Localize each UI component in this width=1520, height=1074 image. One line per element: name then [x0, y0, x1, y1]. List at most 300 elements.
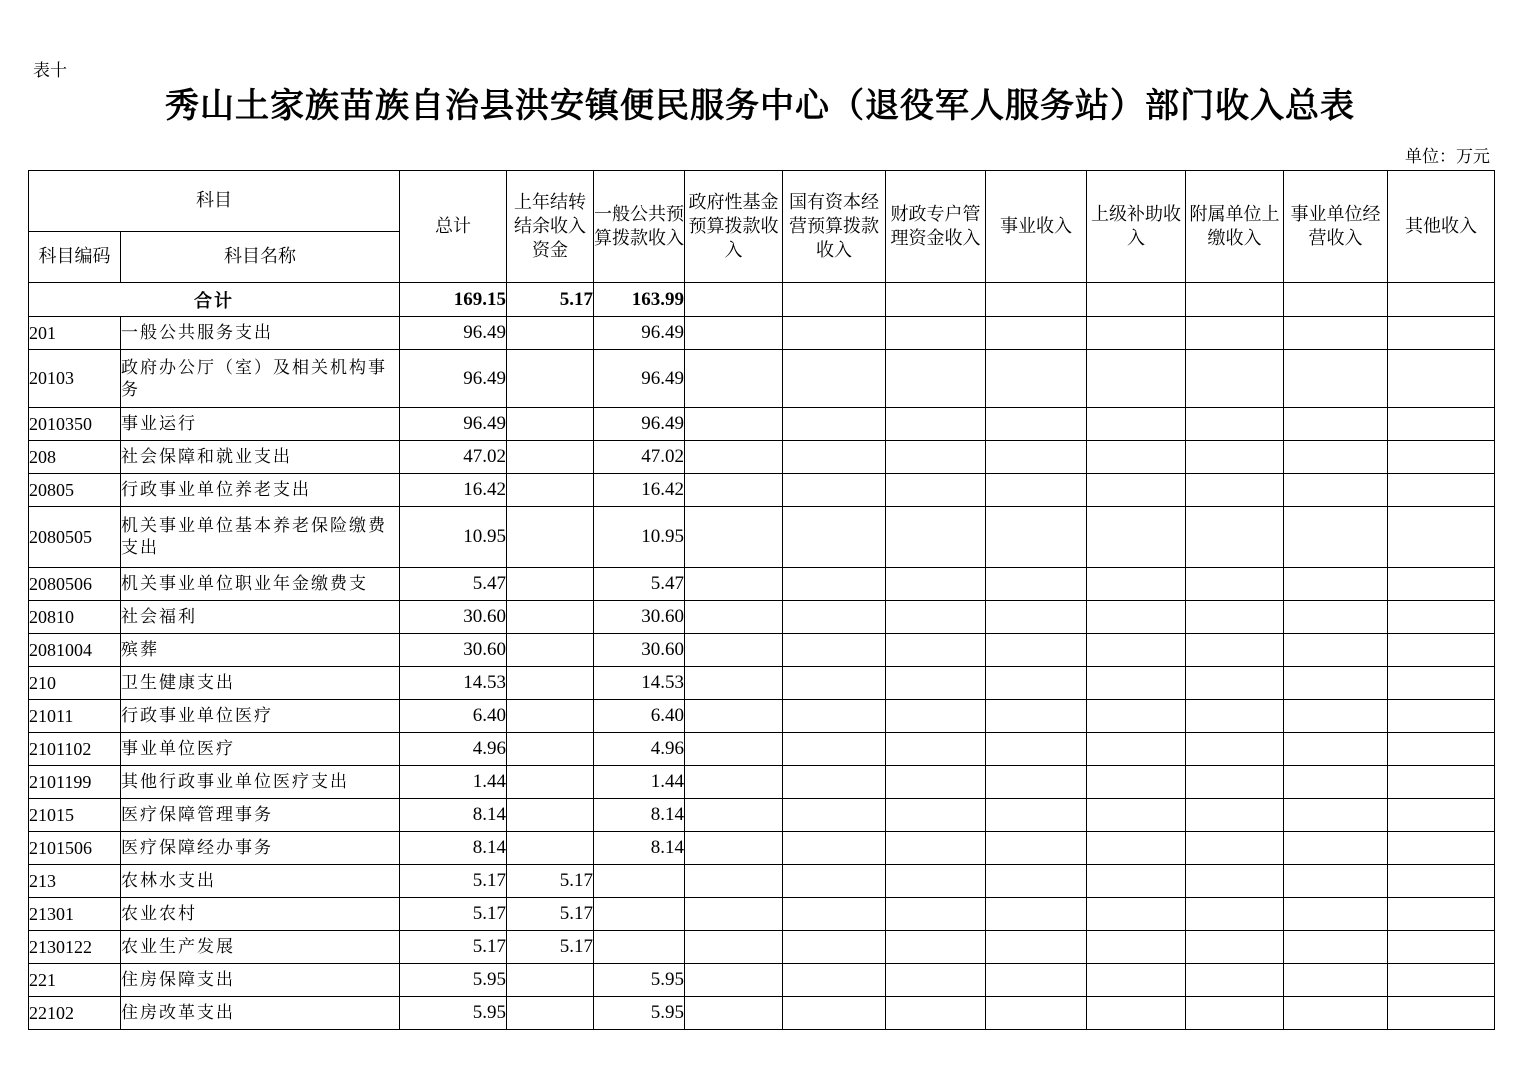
empty-cell — [1186, 700, 1284, 733]
table-row — [29, 898, 1495, 931]
row-code: 2080505 — [29, 507, 121, 568]
empty-cell — [1284, 700, 1388, 733]
table-row — [29, 568, 1495, 601]
empty-cell — [1087, 931, 1186, 964]
row-name: 一般公共服务支出 — [121, 317, 400, 350]
empty-cell — [783, 317, 886, 350]
empty-cell — [685, 667, 783, 700]
row-total: 4.96 — [400, 733, 507, 766]
row-total: 30.60 — [400, 634, 507, 667]
table-row — [29, 350, 1495, 408]
row-name: 机关事业单位职业年金缴费支 — [121, 568, 400, 601]
table-row — [29, 964, 1495, 997]
table-row — [29, 634, 1495, 667]
empty-cell — [783, 474, 886, 507]
header-gov-fund: 政府性基金预算拨款收入 — [685, 171, 783, 283]
empty-cell — [1284, 317, 1388, 350]
empty-cell — [1388, 317, 1495, 350]
empty-cell — [1284, 474, 1388, 507]
empty-cell — [986, 474, 1087, 507]
page-title: 秀山土家族苗族自治县洪安镇便民服务中心（退役军人服务站）部门收入总表 — [165, 86, 1355, 126]
empty-cell — [1087, 766, 1186, 799]
total-label: 合计 — [29, 283, 400, 317]
row-code: 21011 — [29, 700, 121, 733]
table-row — [29, 766, 1495, 799]
empty-cell — [886, 766, 986, 799]
empty-cell — [1186, 964, 1284, 997]
empty-cell — [685, 997, 783, 1030]
row-carryover — [507, 317, 594, 350]
row-code: 22102 — [29, 997, 121, 1030]
empty-cell — [1388, 931, 1495, 964]
empty-cell — [1087, 568, 1186, 601]
empty-cell — [986, 441, 1087, 474]
empty-cell — [1186, 350, 1284, 408]
empty-cell — [685, 931, 783, 964]
unit-label: 单位：万元 — [1405, 147, 1490, 167]
row-code: 210 — [29, 667, 121, 700]
empty-cell — [783, 441, 886, 474]
empty-cell — [685, 700, 783, 733]
empty-cell — [1087, 832, 1186, 865]
empty-cell — [1388, 865, 1495, 898]
row-total: 96.49 — [400, 350, 507, 408]
empty-cell — [1087, 474, 1186, 507]
row-general-budget: 4.96 — [594, 733, 685, 766]
empty-cell — [1388, 997, 1495, 1030]
empty-cell — [886, 350, 986, 408]
row-carryover — [507, 700, 594, 733]
header-name: 科目名称 — [121, 232, 400, 283]
table-row — [29, 931, 1495, 964]
row-code: 20805 — [29, 474, 121, 507]
row-code: 2101506 — [29, 832, 121, 865]
empty-cell — [1186, 931, 1284, 964]
row-code: 2130122 — [29, 931, 121, 964]
row-general-budget — [594, 931, 685, 964]
row-total: 1.44 — [400, 766, 507, 799]
empty-cell — [783, 350, 886, 408]
empty-cell — [1284, 568, 1388, 601]
row-code: 2081004 — [29, 634, 121, 667]
row-carryover — [507, 997, 594, 1030]
empty-cell — [1186, 408, 1284, 441]
row-total: 6.40 — [400, 700, 507, 733]
empty-cell — [1388, 832, 1495, 865]
empty-cell — [1284, 634, 1388, 667]
empty-cell — [1087, 507, 1186, 568]
row-carryover — [507, 350, 594, 408]
row-name: 其他行政事业单位医疗支出 — [121, 766, 400, 799]
row-total: 5.17 — [400, 898, 507, 931]
row-name: 农业农村 — [121, 898, 400, 931]
row-carryover — [507, 474, 594, 507]
row-name: 行政事业单位养老支出 — [121, 474, 400, 507]
empty-cell — [1186, 441, 1284, 474]
empty-cell — [1186, 667, 1284, 700]
table-row — [29, 700, 1495, 733]
empty-cell — [685, 733, 783, 766]
row-general-budget: 96.49 — [594, 408, 685, 441]
table-row — [29, 832, 1495, 865]
empty-cell — [685, 898, 783, 931]
empty-cell — [1388, 507, 1495, 568]
empty-cell — [783, 799, 886, 832]
empty-cell — [783, 568, 886, 601]
empty-cell — [1087, 700, 1186, 733]
row-carryover — [507, 568, 594, 601]
empty-cell — [986, 601, 1087, 634]
row-general-budget: 16.42 — [594, 474, 685, 507]
empty-cell — [886, 507, 986, 568]
empty-cell — [685, 634, 783, 667]
table-row — [29, 799, 1495, 832]
total-c2: 5.17 — [507, 283, 594, 317]
table-row — [29, 733, 1495, 766]
empty-cell — [1087, 733, 1186, 766]
row-name: 卫生健康支出 — [121, 667, 400, 700]
empty-cell — [1388, 667, 1495, 700]
empty-cell — [685, 799, 783, 832]
empty-cell — [886, 931, 986, 964]
empty-cell — [986, 350, 1087, 408]
empty-cell — [1087, 964, 1186, 997]
empty-cell — [986, 568, 1087, 601]
empty-cell — [1087, 601, 1186, 634]
row-general-budget: 6.40 — [594, 700, 685, 733]
row-total: 30.60 — [400, 601, 507, 634]
row-name: 事业单位医疗 — [121, 733, 400, 766]
empty-cell — [685, 317, 783, 350]
empty-cell — [886, 964, 986, 997]
empty-cell — [1284, 931, 1388, 964]
row-name: 住房改革支出 — [121, 997, 400, 1030]
empty-cell — [685, 766, 783, 799]
empty-cell — [1087, 350, 1186, 408]
row-name: 行政事业单位医疗 — [121, 700, 400, 733]
empty-cell — [1284, 898, 1388, 931]
row-total: 47.02 — [400, 441, 507, 474]
empty-cell — [685, 865, 783, 898]
row-general-budget: 5.95 — [594, 997, 685, 1030]
empty-cell — [1284, 601, 1388, 634]
header-code: 科目编码 — [29, 232, 121, 283]
row-code: 213 — [29, 865, 121, 898]
empty-cell — [1388, 733, 1495, 766]
row-name: 医疗保障经办事务 — [121, 832, 400, 865]
header-state-capital: 国有资本经营预算拨款收入 — [783, 171, 886, 283]
empty-cell — [1284, 865, 1388, 898]
empty-cell — [986, 733, 1087, 766]
empty-cell — [886, 441, 986, 474]
empty-cell — [685, 350, 783, 408]
empty-cell — [1087, 317, 1186, 350]
row-total: 96.49 — [400, 408, 507, 441]
empty-cell — [886, 634, 986, 667]
row-name: 医疗保障管理事务 — [121, 799, 400, 832]
header-operating-income: 事业单位经营收入 — [1284, 171, 1388, 283]
empty-cell — [783, 733, 886, 766]
empty-cell — [986, 799, 1087, 832]
empty-cell — [1388, 474, 1495, 507]
empty-cell — [1284, 350, 1388, 408]
empty-cell — [783, 700, 886, 733]
row-name: 社会保障和就业支出 — [121, 441, 400, 474]
row-general-budget: 8.14 — [594, 799, 685, 832]
header-other-income: 其他收入 — [1388, 171, 1495, 283]
row-total: 96.49 — [400, 317, 507, 350]
empty-cell — [783, 898, 886, 931]
row-carryover — [507, 441, 594, 474]
row-name: 农业生产发展 — [121, 931, 400, 964]
empty-cell — [783, 931, 886, 964]
header-total: 总计 — [400, 171, 507, 283]
row-carryover: 5.17 — [507, 865, 594, 898]
empty-cell — [1186, 997, 1284, 1030]
empty-cell — [1284, 832, 1388, 865]
empty-cell — [1087, 799, 1186, 832]
row-code: 21015 — [29, 799, 121, 832]
empty-cell — [1186, 601, 1284, 634]
table-row — [29, 507, 1495, 568]
empty-cell — [685, 507, 783, 568]
row-name: 农林水支出 — [121, 865, 400, 898]
empty-cell — [886, 700, 986, 733]
empty-cell — [986, 317, 1087, 350]
empty-cell — [1186, 898, 1284, 931]
empty-cell — [1087, 997, 1186, 1030]
empty-cell — [1388, 766, 1495, 799]
row-carryover — [507, 634, 594, 667]
row-code: 2101102 — [29, 733, 121, 766]
empty-cell — [783, 601, 886, 634]
empty-cell — [986, 832, 1087, 865]
row-general-budget: 96.49 — [594, 350, 685, 408]
empty-cell — [1186, 832, 1284, 865]
row-code: 2080506 — [29, 568, 121, 601]
row-general-budget: 96.49 — [594, 317, 685, 350]
row-name: 政府办公厅（室）及相关机构事务 — [121, 350, 400, 408]
row-general-budget: 1.44 — [594, 766, 685, 799]
row-carryover — [507, 667, 594, 700]
row-carryover — [507, 733, 594, 766]
empty-cell — [1388, 799, 1495, 832]
empty-cell — [1388, 700, 1495, 733]
empty-cell — [1186, 865, 1284, 898]
empty-cell — [1186, 634, 1284, 667]
empty-cell — [1284, 766, 1388, 799]
empty-cell — [986, 766, 1087, 799]
row-code: 21301 — [29, 898, 121, 931]
empty-cell — [783, 964, 886, 997]
empty-cell — [1087, 898, 1186, 931]
empty-cell — [986, 898, 1087, 931]
row-carryover — [507, 507, 594, 568]
row-name: 殡葬 — [121, 634, 400, 667]
empty-cell — [1186, 317, 1284, 350]
empty-cell — [1186, 733, 1284, 766]
empty-cell — [886, 474, 986, 507]
table-row — [29, 667, 1495, 700]
empty-cell — [783, 634, 886, 667]
row-carryover — [507, 799, 594, 832]
empty-cell — [886, 865, 986, 898]
empty-cell — [886, 667, 986, 700]
empty-cell — [1186, 766, 1284, 799]
empty-cell — [986, 667, 1087, 700]
row-code: 20103 — [29, 350, 121, 408]
row-general-budget: 8.14 — [594, 832, 685, 865]
empty-cell — [886, 408, 986, 441]
empty-cell — [783, 832, 886, 865]
row-code: 2010350 — [29, 408, 121, 441]
total-c1: 169.15 — [400, 283, 507, 317]
row-total: 8.14 — [400, 799, 507, 832]
empty-cell — [986, 634, 1087, 667]
empty-cell — [886, 799, 986, 832]
total-c3: 163.99 — [594, 283, 685, 317]
empty-cell — [886, 997, 986, 1030]
row-code: 221 — [29, 964, 121, 997]
empty-cell — [783, 865, 886, 898]
row-code: 2101199 — [29, 766, 121, 799]
row-carryover — [507, 832, 594, 865]
row-code: 20810 — [29, 601, 121, 634]
empty-cell — [1186, 799, 1284, 832]
table-row — [29, 441, 1495, 474]
empty-cell — [986, 408, 1087, 441]
row-name: 社会福利 — [121, 601, 400, 634]
header-general-budget: 一般公共预算拨款收入 — [594, 171, 685, 283]
row-general-budget: 30.60 — [594, 634, 685, 667]
table-row — [29, 865, 1495, 898]
empty-cell — [1388, 964, 1495, 997]
empty-cell — [986, 931, 1087, 964]
header-carryover: 上年结转结余收入资金 — [507, 171, 594, 283]
row-carryover — [507, 766, 594, 799]
row-general-budget: 5.95 — [594, 964, 685, 997]
empty-cell — [1087, 634, 1186, 667]
table-row — [29, 601, 1495, 634]
row-general-budget: 47.02 — [594, 441, 685, 474]
empty-cell — [986, 700, 1087, 733]
empty-cell — [783, 408, 886, 441]
empty-cell — [986, 964, 1087, 997]
row-total: 5.95 — [400, 997, 507, 1030]
empty-cell — [886, 568, 986, 601]
empty-cell — [986, 997, 1087, 1030]
empty-cell — [1186, 568, 1284, 601]
empty-cell — [685, 964, 783, 997]
empty-cell — [1284, 964, 1388, 997]
table-row — [29, 408, 1495, 441]
empty-cell — [1388, 634, 1495, 667]
income-summary-table — [28, 170, 1495, 1030]
row-carryover — [507, 601, 594, 634]
empty-cell — [1388, 441, 1495, 474]
header-special-account: 财政专户管理资金收入 — [886, 171, 986, 283]
empty-cell — [1284, 507, 1388, 568]
empty-cell — [783, 997, 886, 1030]
empty-cell — [1388, 408, 1495, 441]
empty-cell — [1284, 408, 1388, 441]
row-general-budget: 30.60 — [594, 601, 685, 634]
row-carryover: 5.17 — [507, 898, 594, 931]
row-carryover: 5.17 — [507, 931, 594, 964]
empty-cell — [1186, 507, 1284, 568]
row-total: 14.53 — [400, 667, 507, 700]
empty-cell — [1087, 667, 1186, 700]
row-general-budget — [594, 865, 685, 898]
header-subject: 科目 — [29, 171, 400, 232]
row-total: 16.42 — [400, 474, 507, 507]
empty-cell — [1087, 408, 1186, 441]
row-name: 事业运行 — [121, 408, 400, 441]
empty-cell — [886, 601, 986, 634]
empty-cell — [886, 898, 986, 931]
row-total: 10.95 — [400, 507, 507, 568]
empty-cell — [986, 865, 1087, 898]
empty-cell — [1284, 997, 1388, 1030]
empty-cell — [1284, 441, 1388, 474]
row-code: 201 — [29, 317, 121, 350]
empty-cell — [783, 667, 886, 700]
header-superior-subsidy: 上级补助收入 — [1087, 171, 1186, 283]
row-general-budget — [594, 898, 685, 931]
total-row — [29, 283, 1495, 317]
row-total: 5.17 — [400, 931, 507, 964]
row-total: 8.14 — [400, 832, 507, 865]
empty-cell — [1087, 441, 1186, 474]
empty-cell — [1186, 474, 1284, 507]
empty-cell — [986, 507, 1087, 568]
row-general-budget: 14.53 — [594, 667, 685, 700]
empty-cell — [685, 568, 783, 601]
empty-cell — [685, 408, 783, 441]
empty-cell — [685, 832, 783, 865]
row-total: 5.17 — [400, 865, 507, 898]
empty-cell — [685, 441, 783, 474]
row-carryover — [507, 408, 594, 441]
empty-cell — [783, 507, 886, 568]
empty-cell — [783, 766, 886, 799]
empty-cell — [886, 733, 986, 766]
table-row — [29, 997, 1495, 1030]
empty-cell — [1284, 733, 1388, 766]
empty-cell — [685, 601, 783, 634]
empty-cell — [1388, 898, 1495, 931]
table-row — [29, 474, 1495, 507]
empty-cell — [1284, 667, 1388, 700]
row-carryover — [507, 964, 594, 997]
row-total: 5.47 — [400, 568, 507, 601]
table-number: 表十 — [33, 61, 67, 81]
empty-cell — [1284, 799, 1388, 832]
empty-cell — [886, 832, 986, 865]
row-code: 208 — [29, 441, 121, 474]
header-affiliate-remit: 附属单位上缴收入 — [1186, 171, 1284, 283]
empty-cell — [886, 317, 986, 350]
empty-cell — [685, 474, 783, 507]
empty-cell — [1388, 568, 1495, 601]
table-row — [29, 317, 1495, 350]
row-name: 机关事业单位基本养老保险缴费支出 — [121, 507, 400, 568]
header-business-income: 事业收入 — [986, 171, 1087, 283]
empty-cell — [1388, 601, 1495, 634]
row-name: 住房保障支出 — [121, 964, 400, 997]
row-total: 5.95 — [400, 964, 507, 997]
empty-cell — [1087, 865, 1186, 898]
